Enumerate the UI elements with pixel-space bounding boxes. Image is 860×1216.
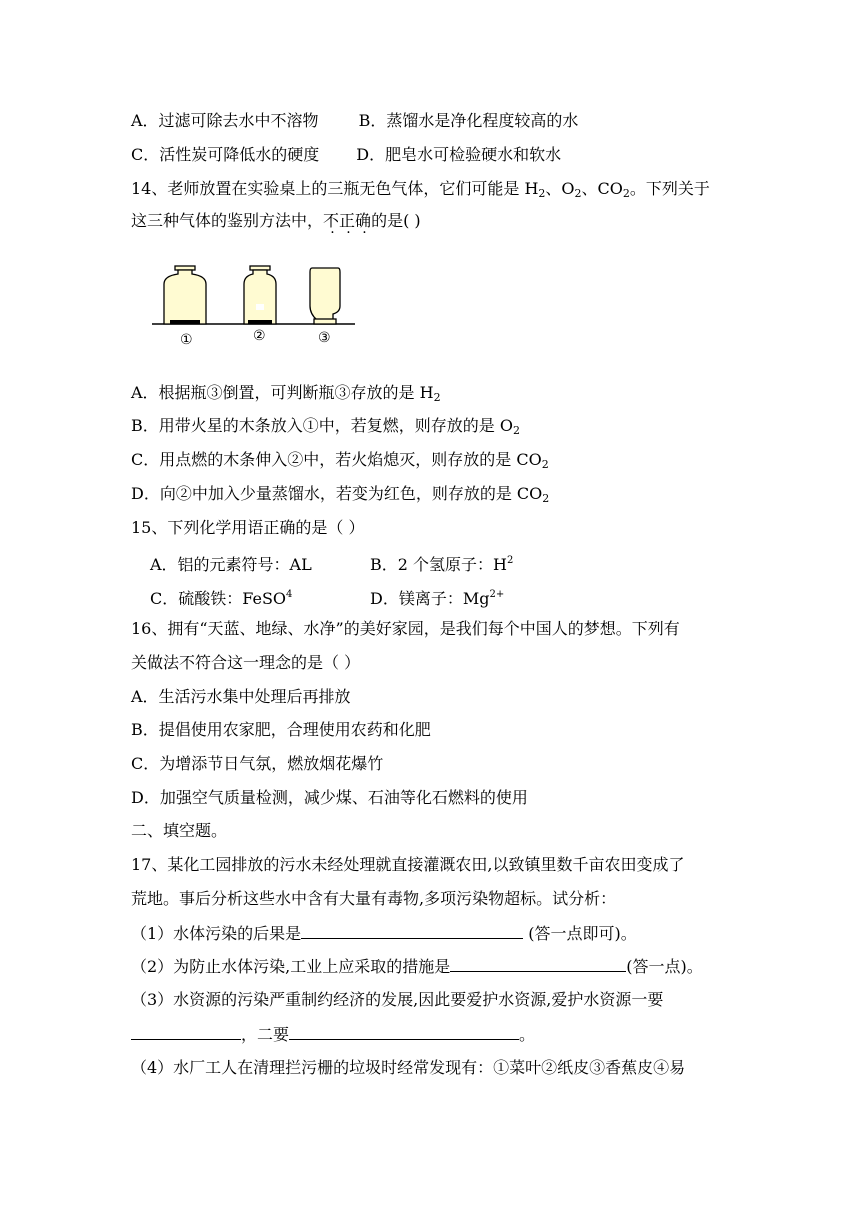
answer-blank[interactable] [301,922,379,939]
option-text: B．2 个氢原子：H [370,555,507,574]
q17-part4: （4）水厂工人在清理拦污栅的垃圾时经常发现有：①菜叶②纸皮③香蕉皮④易 [131,1058,686,1077]
q13-row-ab [131,110,578,132]
q16-option-c: C．为增添节日气氛，燃放烟花爆竹 [131,754,384,773]
q13-option-c: C．活性炭可降低水的硬度 [131,145,320,164]
q15-option-a: A．铝的元素符号：AL [150,555,312,574]
option-text: B．用带火星的木条放入①中，若复燃，则存放的是 O [131,416,513,435]
option-text: D．镁离子：Mg [370,589,490,608]
q14-stem-text: 。下列关于 [629,179,710,198]
q14-stem-text: 、CO [581,179,623,198]
q13-option-d: D．肥皂水可检验硬水和软水 [356,145,562,164]
q14-stem-text: 、O [545,179,575,198]
o2-subscript: 2 [574,187,582,200]
q14-stem-line2 [131,210,421,232]
answer-blank[interactable] [379,922,523,939]
answer-blank[interactable] [450,955,556,972]
q15-stem: 15、下列化学用语正确的是（ ） [131,518,365,537]
bottle-2-upright [244,266,276,324]
q14-option-d [131,483,549,510]
part-text: (答一点即可)。 [523,924,637,943]
bottle-1-upright [164,266,206,324]
option-text: D．向②中加入少量蒸馏水，若变为红色，则存放的是 CO [131,484,543,503]
subscript: 2 [541,458,549,471]
superscript: 2+ [489,589,505,600]
q16-option-a: A．生活污水集中处理后再排放 [131,687,351,706]
bottle-label-1: ① [180,332,193,348]
part-text: (答一点)。 [626,957,703,976]
part-text: （1）水体污染的后果是 [131,924,302,943]
bottle-3-inverted [310,268,340,324]
section-heading: 二、填空题。 [131,821,228,840]
option-text: A．根据瓶③倒置，可判断瓶③存放的是 H [131,383,434,402]
part-text: 。 [519,1025,536,1044]
answer-blank[interactable] [289,1023,519,1040]
q13-option-b: B．蒸馏水是净化程度较高的水 [358,111,579,130]
q17-part1 [131,922,637,945]
q14-stem-line1 [131,178,710,205]
emphasis-char: 确 [355,211,372,230]
option-text: C．用点燃的木条伸入②中，若火焰熄灭，则存放的是 CO [131,450,542,469]
q15-row-cd [150,584,504,610]
q14-stem-text: 这三种气体的鉴别方法中， [131,211,324,230]
part-text: （2）为防止水体污染,工业上应采取的措施是 [131,957,451,976]
superscript: 4 [286,589,293,600]
q13-row-cd [131,144,561,166]
subscript: 2 [433,391,441,404]
q17-part3-line1: （3）水资源的污染严重制约经济的发展,因此要爱护水资源,爱护水资源一要 [131,990,664,1009]
q13-option-a: A．过滤可除去水中不溶物 [131,111,319,130]
gas-bottles-figure [150,262,360,348]
co2-subscript: 2 [622,187,630,200]
q16-stem-line1: 16、拥有“天蓝、地绿、水净”的美好家园，是我们每个中国人的梦想。下列有 [131,619,680,638]
emphasis-char: 正 [339,211,356,230]
q14-option-c [131,449,549,476]
bottle-label-2: ② [253,328,266,344]
q15-row-ab [150,550,513,576]
q15-option-d [370,589,504,608]
q14-stem-text: 的是( ) [371,211,421,230]
q16-stem-line2: 关做法不符合这一理念的是（ ） [131,653,361,672]
q16-option-b: B．提倡使用农家肥，合理使用农药和化肥 [131,720,431,739]
q17-part2 [131,955,703,978]
q16-option-d: D．加强空气质量检测，减少煤、石油等化石燃料的使用 [131,788,528,807]
answer-blank[interactable] [556,955,626,972]
emphasis-char: 不 [323,211,340,230]
q14-option-b [131,415,520,442]
bottle-label-3: ③ [318,330,331,346]
q17-stem-line1: 17、某化工园排放的污水未经处理就直接灌溉农田,以致镇里数千亩农田变成了 [131,855,685,874]
q17-stem-line2: 荒地。事后分析这些水中含有大量有毒物,多项污染物超标。试分析： [131,889,617,908]
option-text: C．硫酸铁：FeSO [150,589,287,608]
answer-blank[interactable] [131,1023,241,1040]
superscript: 2 [506,555,514,566]
h2-subscript: 2 [538,187,546,200]
q15-option-c [150,584,370,610]
part-text: ，二要 [241,1025,290,1044]
subscript: 2 [542,492,550,505]
q14-stem-text: 14、老师放置在实验桌上的三瓶无色气体，它们可能是 H [131,179,539,198]
q14-option-a [131,382,441,409]
q15-option-b [370,555,513,574]
subscript: 2 [512,424,520,437]
q17-part3-line2 [131,1023,535,1046]
